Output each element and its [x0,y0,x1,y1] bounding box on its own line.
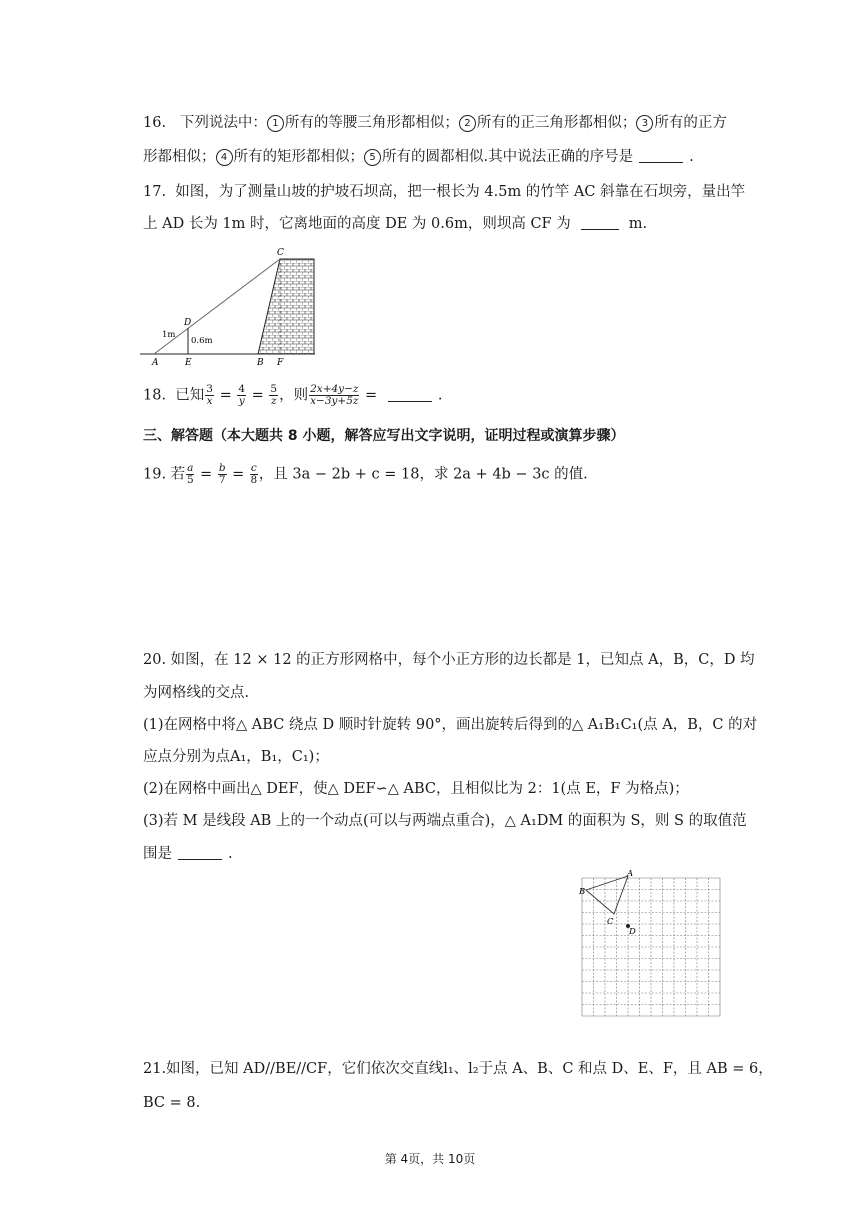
label-ad-length: 1m [162,330,176,340]
q17-line2: 上 AD 长为 1m 时，它离地面的高度 DE 为 0.6m，则坝高 CF 为 m. [143,216,648,232]
label-e: E [185,358,192,368]
q19-line: 19. 若 $\frac{a}{5}$ = $\frac{b}{7}$ = $\frac{c}{8}$ ，且 3a − 2b + c = 18，求 2a + 4b − 3c 的值. [143,462,588,486]
answer-blank[interactable] [178,845,222,860]
answer-blank[interactable] [581,215,619,230]
q20-line4: 应点分别为点A₁，B₁，C₁)； [143,749,329,765]
label-c: C [277,248,284,258]
label-b: B [579,887,586,897]
label-c: C [607,917,614,927]
q20-line6: (3)若 M 是线段 AB 上的一个动点(可以与两端点重合)，△ A₁DM 的面积为 S，则 S 的取值范 [143,813,747,829]
label-d: D [184,318,192,328]
fraction: $\frac{3}{x}$ [206,383,213,407]
fraction: $\frac{c}{8}$ [250,462,258,486]
label-de-length: 0.6m [191,336,213,346]
answer-blank[interactable] [388,387,432,402]
grid-figure [578,868,728,1020]
circle-number-5: 5 [364,149,381,166]
dam-figure [140,245,330,370]
page-footer: 第 4页，共 10页 [384,1152,476,1166]
q21-line1: 21.如图，已知 AD//BE//CF，它们依次交直线l₁、l₂于点 A、B、C 和点 D、E、F，且 AB = 6， [143,1061,773,1077]
q21-line2: BC = 8. [143,1095,201,1111]
label-f: F [277,358,284,368]
fraction: $\frac{5}{z}$ [270,383,278,407]
label-b: B [257,358,264,368]
q18-line: 18. 已知 $\frac{3}{x}$ = $\frac{4}{y}$ = $\frac{5}{z}$ ，则 $\frac{2x+4y-z}{x-3y+5z}$ = . [143,383,443,407]
q16-line1: 16. 下列说法中： 1 所有的等腰三角形都相似； 2 所有的正三角形都相似； 3 所有的正方 [143,115,727,131]
q20-line2: 为网格线的交点. [143,685,250,701]
label-a: A [152,358,159,368]
q20-line1: 20. 如图，在 12 × 12 的正方形网格中，每个小正方形的边长都是 1，已知点 A，B，C，D 均 [143,652,755,668]
q20-line3: (1)在网格中将△ ABC 绕点 D 顺时针旋转 90°，画出旋转后得到的△ A₁B₁C₁(点 A，B，C 的对 [143,717,758,733]
fraction: $\frac{a}{5}$ [186,462,194,486]
fraction: $\frac{2x+4y-z}{x-3y+5z}$ [310,383,359,407]
answer-blank[interactable] [639,148,683,163]
q16-line2: 形都相似； 4 所有的矩形都相似； 5 所有的圆都相似.其中说法正确的序号是 . [143,149,694,165]
fraction: $\frac{b}{7}$ [218,462,226,486]
q17-line1: 17. 如图，为了测量山坡的护坡石坝高，把一根长为 4.5m 的竹竿 AC 斜靠在石坝旁，量出竿 [143,184,746,200]
section-heading: 三、解答题（本大题共 8 小题，解答应写出文字说明，证明过程或演算步骤） [143,428,625,444]
label-d: D [629,927,636,937]
q20-line7: 围是 . [143,846,233,862]
circle-number-4: 4 [216,149,233,166]
circle-number-3: 3 [636,115,653,132]
dam-wall [258,259,314,354]
label-a: A [627,869,634,879]
circle-number-2: 2 [459,115,476,132]
triangle-abc [586,876,628,914]
fraction: $\frac{4}{y}$ [238,383,246,407]
circle-number-1: 1 [267,115,284,132]
q20-line5: (2)在网格中画出△ DEF，使△ DEF∽△ ABC，且相似比为 2：1(点 E，F 为格点)； [143,781,689,797]
grid-lines [582,878,720,1016]
